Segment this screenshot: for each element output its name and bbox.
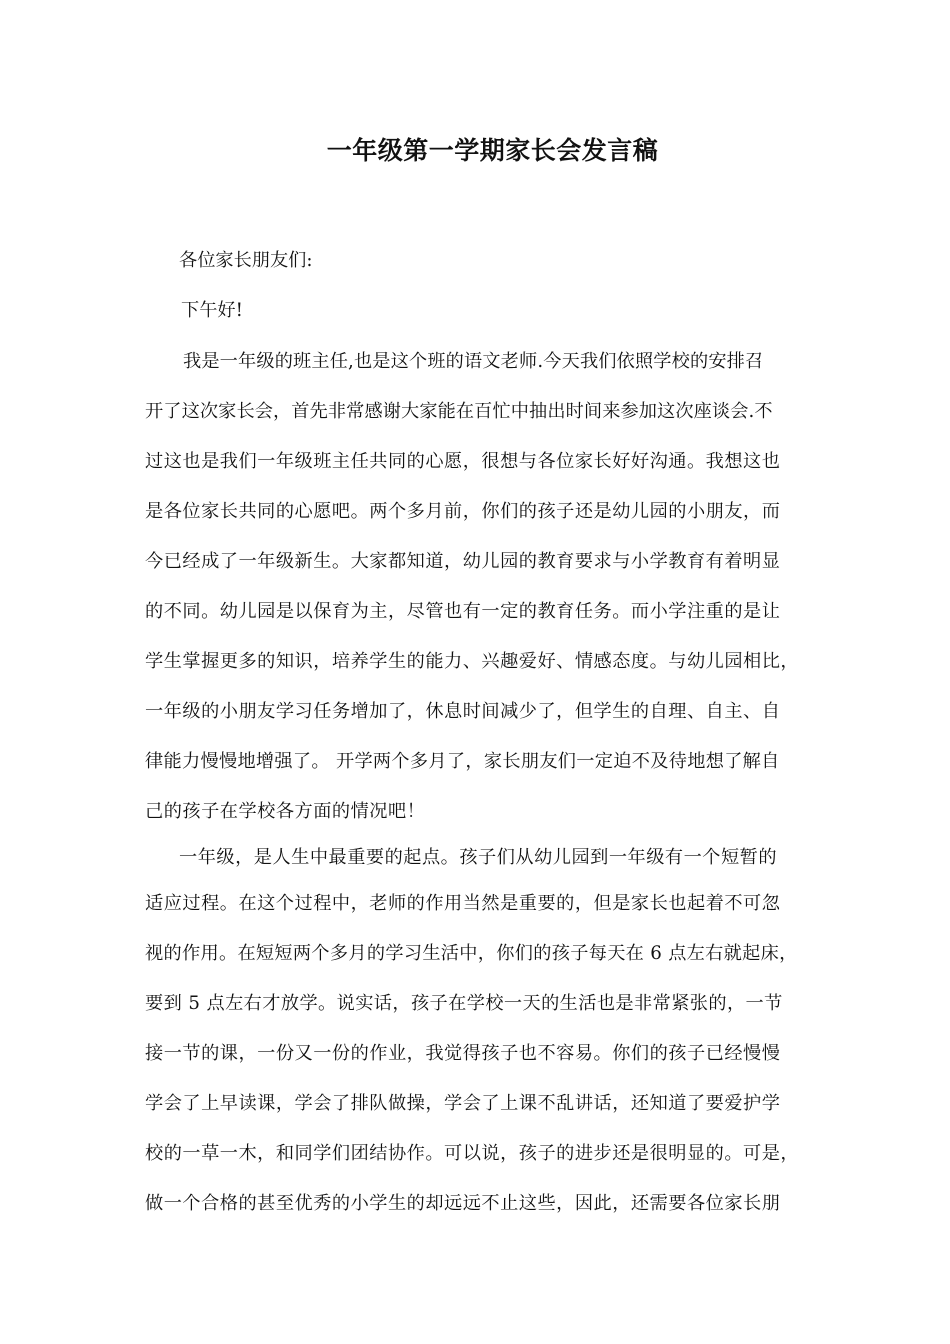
paragraph1-line: 的不同。幼儿园是以保育为主，尽管也有一定的教育任务。而小学注重的是让 <box>145 601 781 622</box>
paragraph2-line: 校的一草一木，和同学们团结协作。可以说，孩子的进步还是很明显的。可是， <box>145 1143 800 1164</box>
paragraph1-line: 开了这次家长会，首先非常感谢大家能在百忙中抽出时间来参加这次座谈会.不 <box>145 401 773 422</box>
paragraph1-line: 过这也是我们一年级班主任共同的心愿，很想与各位家长好好沟通。我想这也 <box>145 451 781 472</box>
paragraph2-line: 适应过程。在这个过程中，老师的作用当然是重要的，但是家长也起着不可忽 <box>145 893 781 914</box>
paragraph1-line: 我是一年级的班主任,也是这个班的语文老师.今天我们依照学校的安排召 <box>183 351 764 372</box>
paragraph2-line: 做一个合格的甚至优秀的小学生的却远远不止这些，因此，还需要各位家长朋 <box>145 1193 781 1214</box>
paragraph1-line: 己的孩子在学校各方面的情况吧！ <box>145 801 426 822</box>
paragraph1-line: 学生掌握更多的知识，培养学生的能力、兴趣爱好、情感态度。与幼儿园相比， <box>145 651 800 672</box>
paragraph2-line: 一年级，是人生中最重要的起点。孩子们从幼儿园到一年级有一个短暂的 <box>179 847 778 868</box>
greeting-line: 各位家长朋友们: <box>179 250 313 271</box>
paragraph1-line: 是各位家长共同的心愿吧。两个多月前，你们的孩子还是幼儿园的小朋友，而 <box>145 501 781 522</box>
document-title: 一年级第一学期家长会发言稿 <box>326 136 659 165</box>
paragraph1-line: 一年级的小朋友学习任务增加了，休息时间减少了，但学生的自理、自主、自 <box>145 701 781 722</box>
paragraph2-line: 要到 5 点左右才放学。说实话，孩子在学校一天的生活也是非常紧张的，一节 <box>145 993 783 1014</box>
paragraph2-line: 学会了上早读课，学会了排队做操，学会了上课不乱讲话，还知道了要爱护学 <box>145 1093 781 1114</box>
paragraph2-line: 视的作用。在短短两个多月的学习生活中，你们的孩子每天在 6 点左右就起床， <box>145 943 798 964</box>
paragraph1-line: 今已经成了一年级新生。大家都知道，幼儿园的教育要求与小学教育有着明显 <box>145 551 781 572</box>
paragraph2-line: 接一节的课，一份又一份的作业，我觉得孩子也不容易。你们的孩子已经慢慢 <box>145 1043 781 1064</box>
paragraph1-line: 律能力慢慢地增强了。 开学两个多月了，家长朋友们一定迫不及待地想了解自 <box>145 751 780 772</box>
salutation-line: 下午好! <box>181 300 243 321</box>
